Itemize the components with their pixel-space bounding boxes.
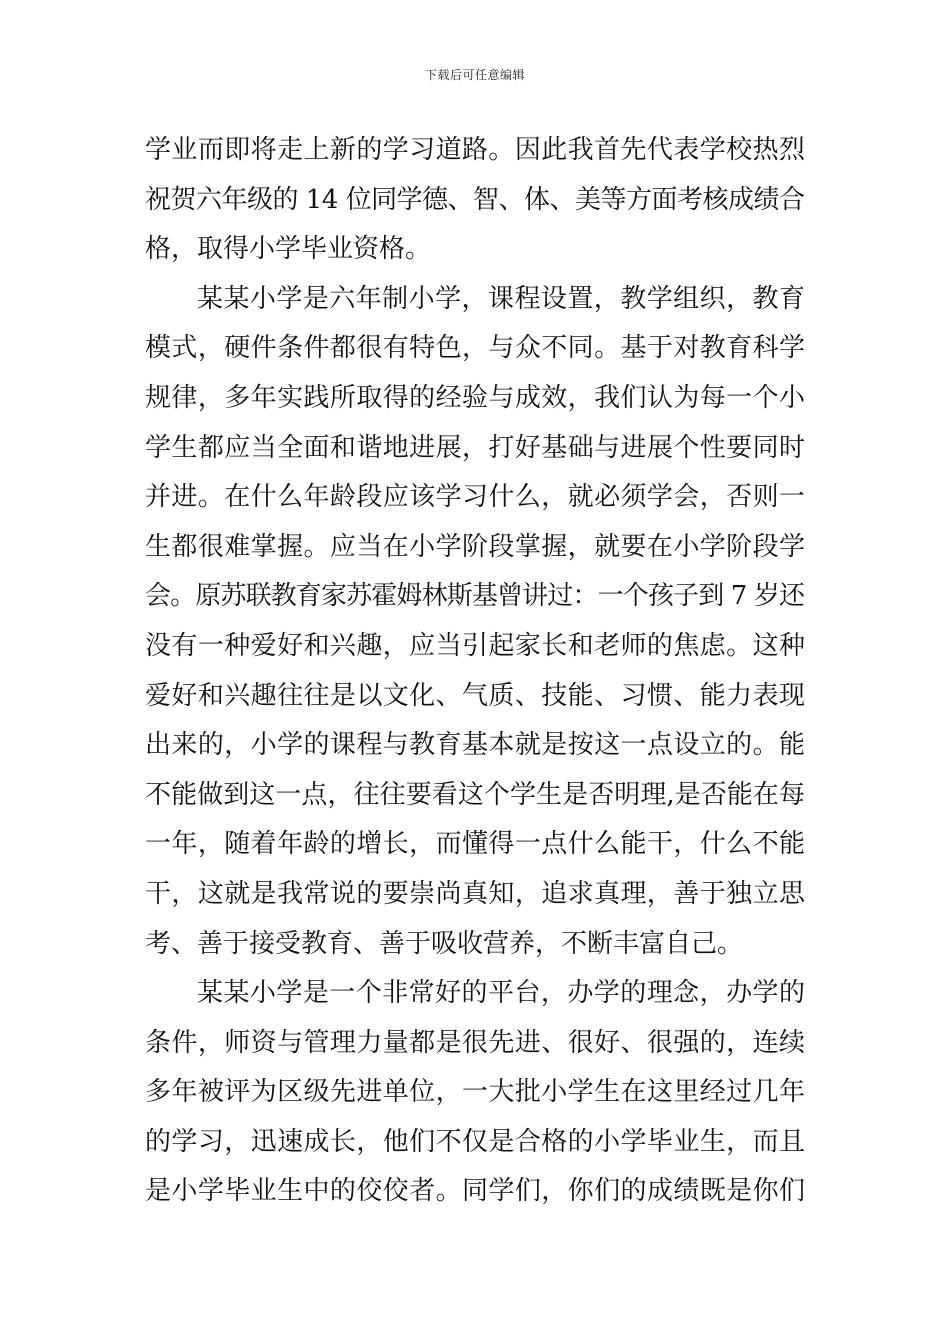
text-line: 学生都应当全面和谐地进展，打好基础与进展个性要同时 — [145, 432, 805, 463]
text-line: 条件，师资与管理力量都是很先进、很好、很强的，连续 — [145, 1027, 805, 1058]
text-line: 模式，硬件条件都很有特色，与众不同。基于对教育科学 — [145, 333, 805, 364]
text-line: 一年，随着年龄的增长，而懂得一点什么能干，什么不能 — [145, 829, 805, 860]
text-line: 会。原苏联教育家苏霍姆林斯基曾讲过：一个孩子到 7 岁还 — [145, 581, 805, 612]
text-line: 生都很难掌握。应当在小学阶段掌握，就要在小学阶段学 — [145, 531, 805, 562]
page-header: 下载后可任意编辑 — [424, 68, 525, 82]
text-line: 规律，多年实践所取得的经验与成效，我们认为每一个小 — [145, 382, 805, 413]
text-line: 祝贺六年级的 14 位同学德、智、体、美等方面考核成绩合 — [145, 184, 805, 215]
text-line: 干，这就是我常说的要崇尚真知，追求真理，善于独立思 — [145, 878, 805, 909]
text-line: 的学习，迅速成长，他们不仅是合格的小学毕业生，而且 — [145, 1126, 805, 1157]
text-line: 是小学毕业生中的佼佼者。同学们，你们的成绩既是你们 — [145, 1176, 805, 1207]
text-line: 某某小学是六年制小学，课程设置，教学组织，教育 — [197, 283, 805, 314]
body-text — [145, 126, 805, 1217]
text-line: 不能做到这一点，往往要看这个学生是否明理,是否能在每 — [145, 779, 805, 810]
text-line: 某某小学是一个非常好的平台，办学的理念，办学的 — [197, 978, 805, 1009]
text-line: 考、善于接受教育、善于吸收营养，不断丰富自己。 — [145, 928, 744, 959]
text-line: 爱好和兴趣往往是以文化、气质、技能、习惯、能力表现 — [145, 680, 805, 711]
text-line: 格，取得小学毕业资格。 — [145, 234, 432, 265]
text-line: 学业而即将走上新的学习道路。因此我首先代表学校热烈 — [145, 135, 805, 165]
text-line: 出来的，小学的课程与教育基本就是按这一点设立的。能 — [145, 730, 805, 761]
text-line: 多年被评为区级先进单位，一大批小学生在这里经过几年 — [145, 1077, 805, 1108]
text-line: 没有一种爱好和兴趣，应当引起家长和老师的焦虑。这种 — [145, 630, 805, 661]
text-line: 并进。在什么年龄段应该学习什么，就必须学会，否则一 — [145, 482, 805, 513]
